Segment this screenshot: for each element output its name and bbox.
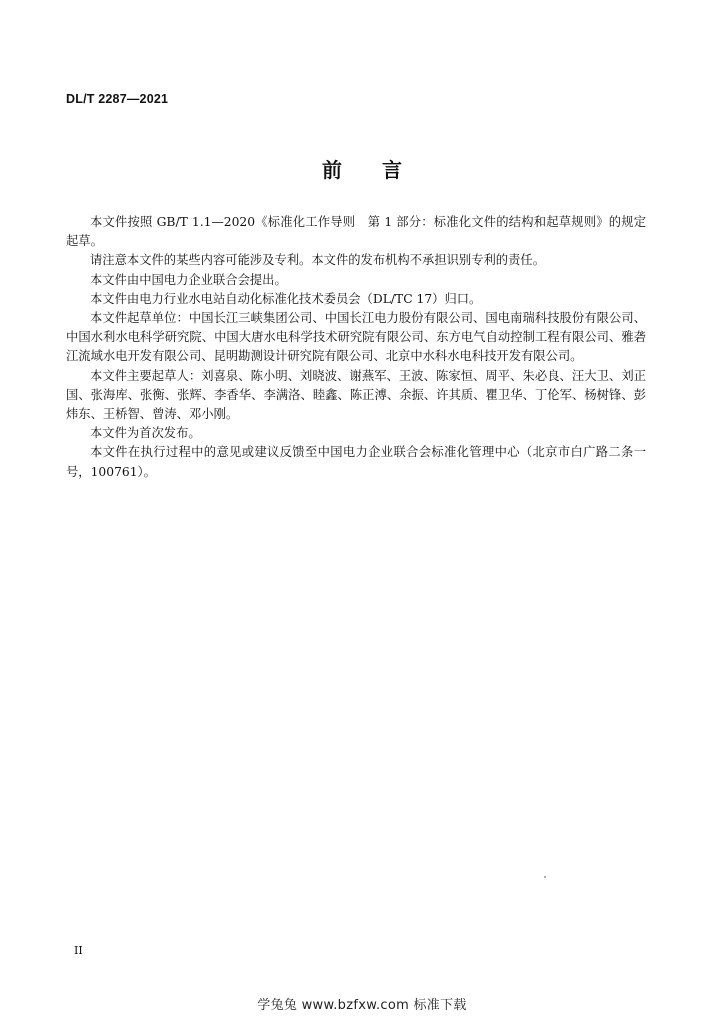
page-title — [0, 154, 724, 183]
paragraph-drafters: 本文件主要起草人：刘喜泉、陈小明、刘晓波、谢燕军、王波、陈家恒、周平、朱必良、汪大卫、刘正国、张海库、张衡、张辉、李香华、李满洛、睦鑫、陈正溥、余振、许其质、瞿卫华、丁伦军、杨树锋、彭炜东、王桥智、曾涛、邓小刚。 — [66, 368, 646, 422]
paragraph-technical-committee: 本文件由电力行业水电站自动化标准化技术委员会（DL/TC 17）归口。 — [90, 291, 482, 306]
paragraph-feedback: 本文件在执行过程中的意见或建议反馈至中国电力企业联合会标准化管理中心（北京市白广路二条一号，100761）。 — [66, 445, 646, 479]
page-number: II — [74, 944, 83, 957]
paragraph-first-release: 本文件为首次发布。 — [90, 426, 201, 441]
title-char-2: 言 — [382, 158, 402, 182]
paragraph-drafting-basis: 本文件按照 GB/T 1.1—2020《标准化工作导则 第 1 部分：标准化文件的结构和起草规则》的规定起草。 — [66, 215, 646, 249]
preface-body — [66, 213, 646, 482]
paragraph-proposer: 本文件由中国电力企业联合会提出。 — [90, 272, 287, 287]
scan-speck — [544, 876, 546, 878]
footer-watermark-text: 学兔兔 www.bzfxw.com 标准下载 — [257, 998, 467, 1013]
paragraph-drafting-units: 本文件起草单位：中国长江三峡集团公司、中国长江电力股份有限公司、国电南瑞科技股份有限公司、中国水利水电科学研究院、中国大唐水电科学技术研究院有限公司、东方电气自动控制工程有限公司、雅砻江流域水电开发有限公司、昆明勘测设计研究院有限公司、北京中水科水电科技开发有限公司。 — [66, 311, 646, 364]
title-char-1: 前 — [322, 158, 342, 182]
standard-code: DL/T 2287—2021 — [66, 92, 169, 106]
paragraph-patent-notice: 请注意本文件的某些内容可能涉及专利。本文件的发布机构不承担识别专利的责任。 — [90, 253, 545, 268]
